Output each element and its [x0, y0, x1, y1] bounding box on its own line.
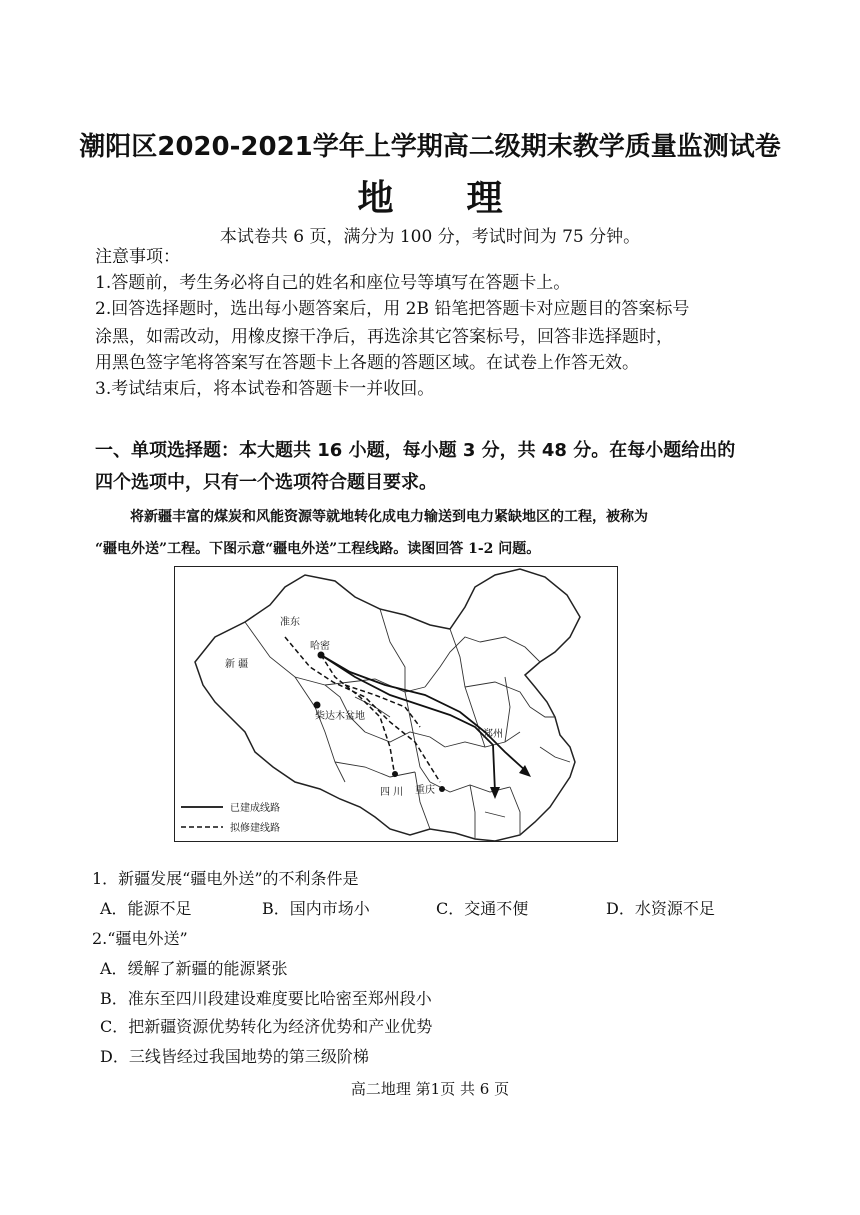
notes-item-2-line-2: 涂黑，如需改动，用橡皮擦干净后，再选涂其它答案标号，回答非选择题时，	[95, 327, 673, 347]
subject-char-1: 地	[357, 178, 394, 219]
q2-option-b: B．准东至四川段建设难度要比哈密至郑州段小	[100, 989, 432, 1008]
q2-option-c: C．把新疆资源优势转化为经济优势和产业优势	[100, 1017, 433, 1036]
power-line-map	[174, 566, 618, 842]
label-sichuan: 四 川	[380, 787, 404, 798]
label-zhengzhou: 郑州	[483, 729, 503, 740]
page-footer: 高二地理 第1页 共 6 页	[350, 1080, 510, 1098]
label-zhundong: 准东	[280, 617, 300, 628]
question-1-stem: 1．新疆发展“疆电外送”的不利条件是	[92, 869, 359, 888]
notes-item-3: 3.考试结束后，将本试卷和答题卡一并收回。	[95, 379, 435, 399]
material-line-1: 将新疆丰富的煤炭和风能资源等就地转化成电力输送到电力紧缺地区的工程，被称为	[130, 509, 648, 525]
question-2-stem: 2.“疆电外送”	[92, 929, 188, 948]
label-hami: 哈密	[310, 641, 330, 652]
exam-title: 潮阳区2020-2021学年上学期高二级期末教学质量监测试卷	[79, 132, 781, 162]
section-1-line-2: 四个选项中，只有一个选项符合题目要求。	[95, 472, 437, 493]
legend-planned: 拟修建线路	[230, 823, 280, 834]
q1-option-a: A．能源不足	[100, 899, 192, 918]
label-xinjiang: 新 疆	[225, 659, 249, 670]
q1-option-c: C．交通不便	[436, 899, 529, 918]
q1-option-d: D．水资源不足	[606, 899, 715, 918]
material-line-2: “疆电外送”工程。下图示意“疆电外送”工程线路。读图回答 1-2 问题。	[95, 541, 541, 557]
subject-char-2: 理	[466, 178, 503, 219]
q1-option-b: B．国内市场小	[262, 899, 370, 918]
label-chaidamu: 柴达木盆地	[315, 711, 365, 722]
notes-item-2-line-1: 2.回答选择题时，选出每小题答案后，用 2B 铅笔把答题卡对应题目的答案标号	[95, 299, 690, 319]
q2-option-a: A．缓解了新疆的能源紧张	[100, 959, 288, 978]
subject-title	[0, 170, 860, 221]
china-outline	[195, 569, 580, 841]
legend-built: 已建成线路	[230, 803, 280, 814]
q2-option-d: D．三线皆经过我国地势的第三级阶梯	[100, 1047, 369, 1066]
notes-item-2-line-3: 用黑色签字笔将答案写在答题卡上各题的答题区域。在试卷上作答无效。	[95, 353, 639, 373]
notes-heading: 注意事项：	[95, 247, 180, 267]
section-1-line-1: 一、单项选择题：本大题共 16 小题，每小题 3 分，共 48 分。在每小题给出的	[95, 440, 736, 461]
notes-item-1: 1.答题前，考生务必将自己的姓名和座位号等填写在答题卡上。	[95, 273, 571, 293]
label-chongqing: 重庆	[415, 785, 435, 796]
exam-info: 本试卷共 6 页，满分为 100 分，考试时间为 75 分钟。	[219, 227, 641, 247]
